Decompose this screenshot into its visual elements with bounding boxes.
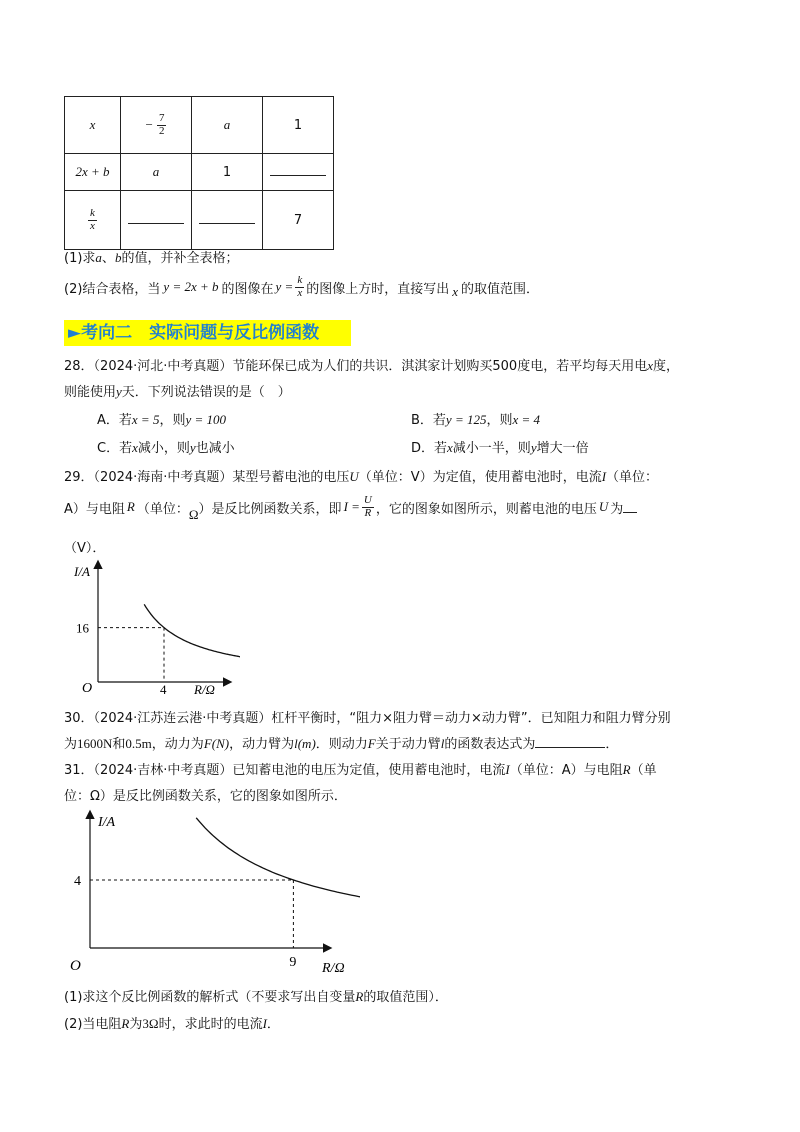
q30-line2 [64,733,618,752]
y-axis-label: I/A [98,815,116,830]
fraction-k-x [88,208,97,232]
text: 为 [610,501,624,517]
math-expr: 0.5m [125,736,152,751]
text: 的图像上方时，直接写出 [306,281,450,297]
math-expr: F(N) [203,736,230,751]
section-title: ►考向二 实际问题与反比例函数 [68,323,320,343]
fraction-numerator: k [90,206,95,219]
text: (2)结合表格，当 [64,281,161,297]
text: 30．（2024·江苏连云港·中考真题）杠杆平衡时，“阻力×阻力臂＝动力×动力臂”．已知阻力和阻力臂分别 [64,711,671,726]
math-expr: y = 2x + b [163,279,219,295]
text: 减小一半，则 [452,441,531,456]
text: 时，求此时的电流 [158,1017,263,1032]
q31-line2 [64,785,347,804]
option-a[interactable] [97,409,226,428]
table-text: 2x + b [75,164,110,179]
table-cell [263,191,334,250]
text: 的函数表达式为 [444,737,536,752]
math-var: b [114,250,122,265]
fraction-denominator: 2 [158,124,165,137]
math-expr: 3Ω [142,1016,159,1031]
text: 为 [129,1017,143,1032]
math-var: y [189,440,196,455]
math-var: y [116,384,122,399]
math-var: U [598,499,609,515]
table-cell [65,154,121,191]
table-cell [192,97,263,154]
q31-part2 [64,1013,280,1032]
section-header [64,320,351,346]
q31-part1 [64,986,448,1005]
option-d[interactable] [411,437,589,456]
text: 减小，则 [137,441,190,456]
math-var: U [349,469,359,484]
math-expr: y = 100 [185,412,227,427]
fraction-neg-7-2 [145,111,167,137]
fraction-denominator: x [90,219,95,232]
q27-part2 [64,275,539,299]
math-var: R [355,989,364,1004]
q31-line1 [64,759,657,778]
answer-blank[interactable] [270,165,326,176]
math-var: x [132,440,138,455]
text: 的图像在 [221,281,274,297]
text: 的值，并补全表格； [121,251,239,266]
text: 的取值范围． [461,281,540,297]
table-cell [192,154,263,191]
text: ，则 [159,413,186,428]
fraction [157,113,167,137]
text: 28．（2024·河北·中考真题）节能环保已成为人们的共识．淇淇家计划购买500度电，若平均每天用电 [64,359,648,374]
minus-sign: − [145,116,153,132]
text: ，它的图象如图所示，则蓄电池的电压 [375,501,597,517]
fraction-denominator: x [297,286,303,299]
y-tick-label: 16 [76,620,89,636]
q29-line1 [64,466,658,485]
table-cell [121,97,192,154]
answer-blank[interactable] [623,502,637,513]
table-text: 7 [293,212,303,228]
text: 位：Ω）是反比例函数关系，它的图象如图所示． [64,789,347,804]
text: D．若 [411,441,448,456]
math-var: I [262,1016,267,1031]
x-axis-label: R/Ω [322,961,345,976]
math-var: x [452,284,459,300]
text: A．若 [97,413,132,428]
text: 天．下列说法错误的是（ ） [121,385,291,400]
table-cell [65,191,121,250]
answer-blank[interactable] [535,737,605,748]
q28-line1 [64,355,679,374]
text: （单位：V）为定值，使用蓄电池时，电流 [358,470,602,485]
math-var: I [505,762,510,777]
q29-graph [60,556,240,696]
x-tick-label: 9 [289,955,297,970]
text: （单位：A）与电阻 [509,763,623,778]
answer-blank[interactable] [199,213,255,224]
text: ，动力为 [151,737,204,752]
fraction-u-r [362,495,374,519]
table-cell [192,191,263,250]
math-var: x [647,358,653,373]
fraction-k-x [295,275,304,299]
text: (1)求这个反比例函数的解析式（不要求写出自变量 [64,990,356,1005]
text: C．若 [97,441,133,456]
table-text: 1 [222,164,232,180]
math-var: R [126,499,135,515]
text: ． [605,737,619,752]
q29-line2 [64,494,637,523]
text: 增大一倍 [536,441,589,456]
text: 31．（2024·吉林·中考真题）已知蓄电池的电压为定值，使用蓄电池时，电流 [64,763,506,778]
text: ．则动力 [315,737,368,752]
fraction-numerator: U [363,494,372,506]
hyperbola-curve [196,818,360,899]
math-expr: x = 4 [512,412,541,427]
table-text: x [89,117,96,132]
q29-line3 [64,537,105,556]
text: （单位： [136,501,189,517]
math-expr: I = [343,499,360,515]
table-cell [121,191,192,250]
table-text: 1 [293,117,303,133]
fraction-numerator: 7 [158,111,165,124]
text: ． [266,1017,280,1032]
fraction-denominator: R [364,506,372,519]
text: ）是反比例函数关系，即 [198,501,342,517]
text: 29．（2024·海南·中考真题）某型号蓄电池的电压 [64,470,350,485]
table-text: a [152,164,160,179]
table-cell [263,97,334,154]
math-var: y [530,440,537,455]
option-c[interactable] [97,437,235,456]
text: 、 [101,251,115,266]
math-var: x [447,440,453,455]
text: （单 [630,763,657,778]
text: 为 [64,737,78,752]
value-table [64,96,334,250]
text: 关于动力臂 [375,737,441,752]
text: 和 [112,737,126,752]
q28-line2 [64,381,291,400]
q27-part1 [64,247,238,266]
table-cell [121,154,192,191]
math-expr: y = 125 [445,412,487,427]
math-var: F [367,736,376,751]
math-expr: y = [275,279,294,295]
table-cell [263,154,334,191]
math-var: a [95,250,102,265]
y-tick-label: 4 [74,874,81,889]
option-b[interactable] [411,409,540,428]
math-expr: 1600N [77,736,113,751]
origin-label: O [70,958,81,974]
math-var: Ω [188,507,199,523]
math-var: I [601,469,607,484]
math-var: R [622,762,631,777]
text: 的取值范围）． [363,990,448,1005]
math-var: l [440,736,445,751]
math-expr: l(m) [294,736,316,751]
hyperbola-curve [144,604,240,658]
answer-blank[interactable] [128,213,184,224]
text: ，则 [486,413,513,428]
x-tick-label: 4 [160,682,167,696]
y-axis-label: I/A [74,564,90,579]
q31-graph [60,806,360,978]
fraction-numerator: k [297,274,303,286]
x-axis-label: R/Ω [194,682,215,696]
text: （V）． [64,541,106,556]
text: B．若 [411,413,446,428]
table-cell [65,97,121,154]
text: ，动力臂为 [229,737,295,752]
origin-label: O [82,681,93,696]
text: A）与电阻 [64,501,125,517]
math-var: R [121,1016,130,1031]
text: 也减小 [195,441,235,456]
text: (2)当电阻 [64,1017,122,1032]
math-expr: x = 5 [131,412,160,427]
text: 则能使用 [64,385,117,400]
text: （单位： [606,470,659,485]
table-text: a [223,117,231,132]
text: 度， [653,359,680,374]
q30-line1 [64,707,671,726]
text: (1)求 [64,251,96,266]
